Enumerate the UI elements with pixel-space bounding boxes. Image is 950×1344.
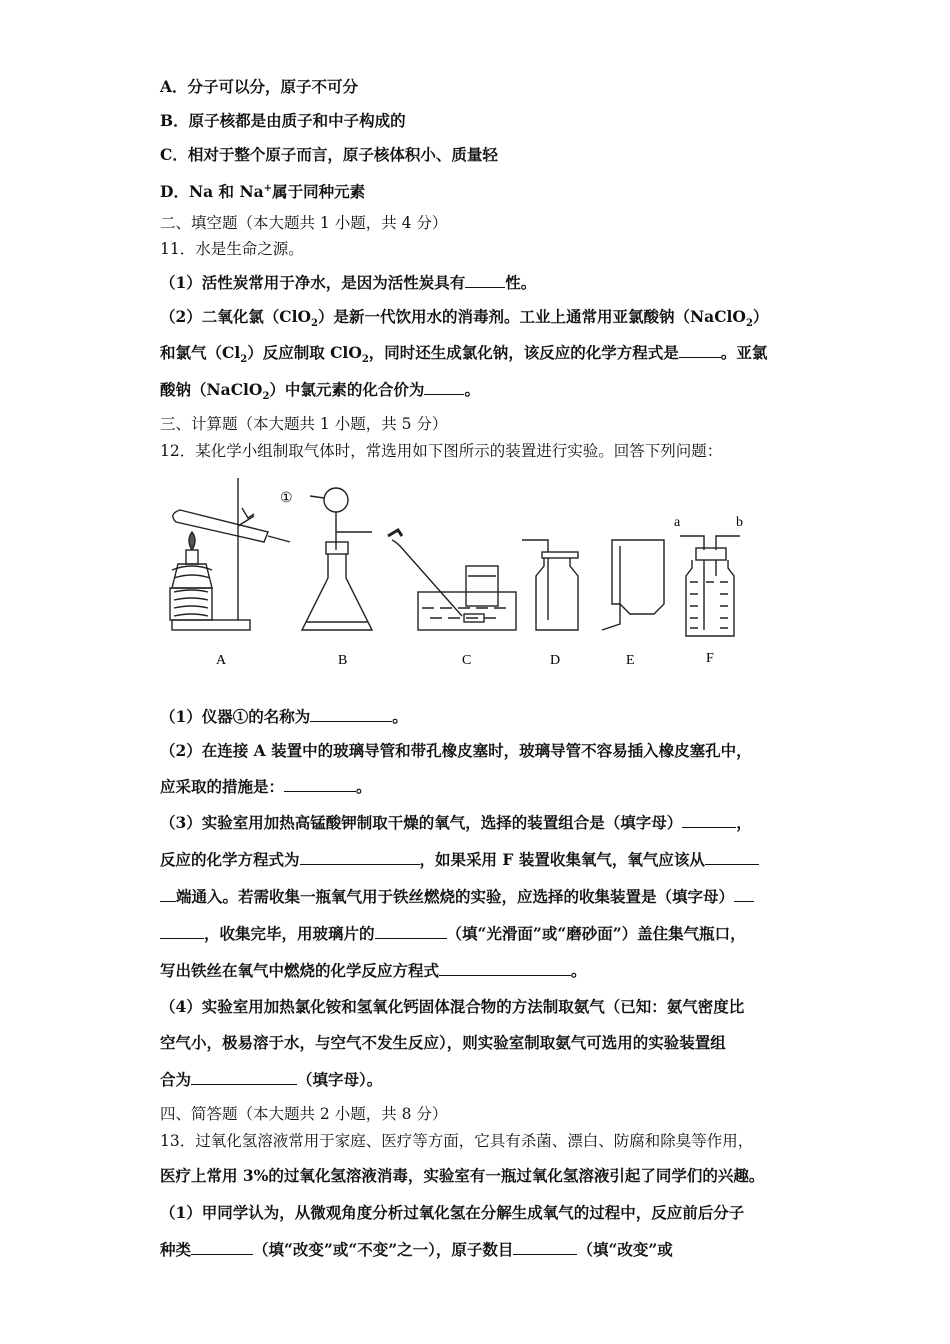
option-b: B．原子核都是由质子和中子构成的: [160, 111, 406, 130]
question-13-line2: 医疗上常用 3%的过氧化氢溶液消毒，实验室有一瓶过氧化氢溶液引起了同学们的兴趣。: [160, 1166, 765, 1185]
q11-part1: （1）活性炭常用于净水，是因为活性炭具有 性。: [160, 273, 537, 292]
option-d: D．Na 和 Na+属于同种元素: [160, 182, 366, 202]
label-b: B: [338, 653, 348, 668]
question-11: 11．水是生命之源。: [160, 240, 304, 258]
section-4-title: 四、简答题（本大题共 2 小题，共 8 分）: [160, 1105, 448, 1123]
apparatus-b: [302, 488, 372, 630]
q12-part3-line1: （3）实验室用加热高锰酸钾制取干燥的氧气，选择的装置组合是（填字母） ，: [160, 813, 752, 832]
q13-part1-line1: （1）甲同学认为，从微观角度分析过氧化氢在分解生成氧气的过程中，反应前后分子: [160, 1203, 745, 1222]
q12-part4-line3: 合为 （填字母）。: [160, 1070, 383, 1089]
section-2-title: 二、填空题（本大题共 1 小题，共 4 分）: [160, 214, 448, 232]
marker-1: ①: [280, 491, 293, 506]
q12-part4-line1: （4）实验室用加热氯化铵和氢氧化钙固体混合物的方法制取氨气（已知：氨气密度比: [160, 997, 745, 1016]
label-f: F: [706, 651, 714, 666]
q11-part2-line1: （2）二氧化氯（ClO$_2$）是新一代饮用水的消毒剂。工业上通常用亚氯酸钠（NaClO$_2$）: [160, 307, 769, 330]
label-a: A: [216, 653, 227, 668]
q12-part3-line3: 端通入。若需收集一瓶氧气用于铁丝燃烧的实验，应选择的收集装置是（填字母）: [160, 886, 754, 908]
q11-part2-line3: 酸钠（NaClO$_2$）中氯元素的化合价为 。: [160, 380, 480, 403]
apparatus-f: [680, 536, 740, 636]
apparatus-figure: [150, 470, 770, 675]
apparatus-d: [522, 540, 578, 630]
q12-part3-line4: ，收集完毕，用玻璃片的 （填“光滑面”或“磨砂面”）盖住集气瓶口，: [160, 923, 746, 945]
label-c: C: [462, 653, 472, 668]
q12-part1: （1）仪器①的名称为 。: [160, 707, 408, 726]
q12-part2-line1: （2）在连接 A 装置中的玻璃导管和带孔橡皮塞时，玻璃导管不容易插入橡皮塞孔中，: [160, 741, 752, 760]
label-d: D: [550, 653, 561, 668]
apparatus-e: [602, 540, 664, 630]
q12-part2-line2: 应采取的措施是： 。: [160, 777, 372, 796]
apparatus-c: [388, 530, 516, 630]
question-13-line1: 13．过氧化氢溶液常用于家庭、医疗等方面，它具有杀菌、漂白、防腐和除臭等作用，: [160, 1132, 754, 1150]
option-c: C．相对于整个原子而言，原子核体积小、质量轻: [160, 145, 498, 164]
section-3-title: 三、计算题（本大题共 1 小题，共 5 分）: [160, 415, 448, 433]
q12-part3-line5: 写出铁丝在氧气中燃烧的化学反应方程式 。: [160, 961, 587, 980]
label-e: E: [626, 653, 635, 668]
question-12: 12．某化学小组制取气体时，常选用如下图所示的装置进行实验。回答下列问题：: [160, 442, 723, 460]
apparatus-a: [170, 478, 290, 630]
q12-part4-line2: 空气小，极易溶于水，与空气不发生反应），则实验室制取氨气可选用的实验装置组: [160, 1033, 726, 1052]
q11-part2-line2: 和氯气$(Cl_2)$反应制取 ClO$_2$，同时还生成氯化钠，该反应的化学方程式是 。亚氯: [160, 343, 768, 366]
option-a: A．分子可以分，原子不可分: [160, 77, 359, 96]
port-b-label: b: [736, 515, 743, 530]
port-a-label: a: [674, 515, 681, 530]
q12-part3-line2: 反应的化学方程式为 ，如果采用 F 装置收集氧气，氧气应该从: [160, 849, 759, 871]
q13-part1-line2: 种类 （填“改变”或“不变”之一），原子数目 （填“改变”或: [160, 1240, 673, 1259]
